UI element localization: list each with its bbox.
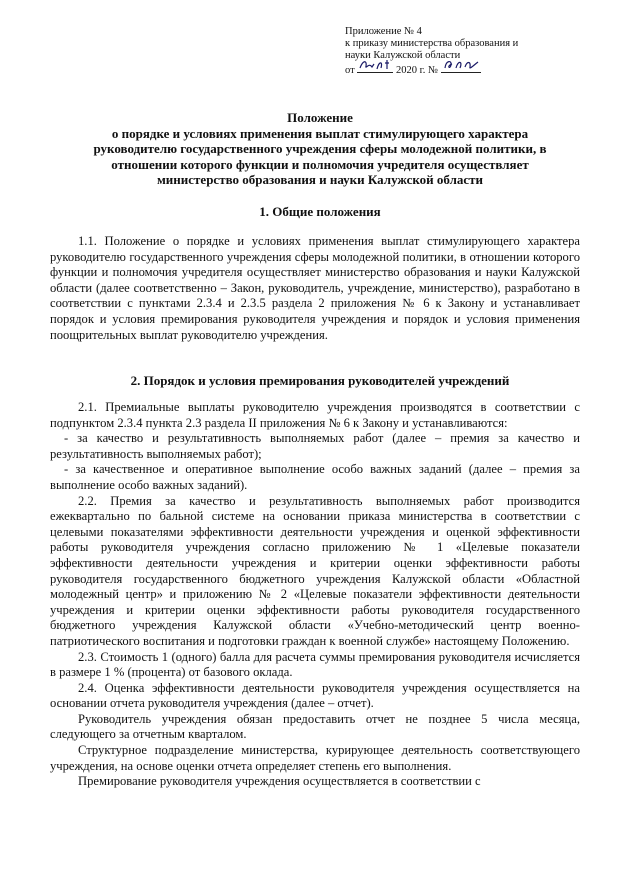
paragraph: 2.2. Премия за качество и результативность выполняемых работ производится ежеквартально по бальной системе на основании приказа министерства в соответствии с целевыми показателями эффективности деятельности учреждения и оценкой эффективности работы руководителя учреждения согласно приложению № 1 «Целевые показатели эффективности деятельности учреждения и критерии оценки эффективности работы руководителя государственного бюджетного учреждения Калужской области «Областной молодежный центр» и приложению № 2 «Целевые показатели эффективности деятельности учреждения и критерии оценки эффективности работы руководителя государственного бюджетного учреждения Калужской области «Учебно-методический центр военно-патриотического воспитания и подготовки граждан к военной службе» настоящему Положению. xyxy=(50,493,580,648)
title-line: руководителю государственного учреждения сферы молодежной политики, в xyxy=(93,141,547,156)
order-date-line xyxy=(345,62,615,77)
title-line: о порядке и условиях применения выплат стимулирующего характера xyxy=(111,125,529,141)
section-1-body xyxy=(50,234,580,343)
title-line: Положение xyxy=(287,110,353,125)
paragraph: Премирование руководителя учреждения осуществляется в соответствии с xyxy=(78,774,481,789)
paragraph: 2.1. Премиальные выплаты руководителю учреждения производятся в соответствии с подпунктом 2.3.4 пункта 2.3 раздела II приложения № 6 к Закону и устанавливаются: xyxy=(50,400,580,430)
order-reference: к приказу министерства образования и xyxy=(345,38,519,49)
handwritten-number-icon xyxy=(443,58,481,72)
title-line: министерство образования и науки Калужской области xyxy=(156,172,484,187)
paragraph: 2.3. Стоимость 1 (одного) балла для расчета суммы премирования руководителя исчисляется в размере 1 % (процента) от базового оклада. xyxy=(50,649,580,680)
list-item: - за качество и результативность выполняемых работ (далее – премия за качество и результативность выполняемых работ); xyxy=(50,431,580,461)
handwritten-date-icon xyxy=(359,58,393,72)
date-prefix: от xyxy=(345,65,355,76)
list-item: - за качественное и оперативное выполнение особо важных заданий (далее – премия за выполнение особо важных заданий). xyxy=(50,462,580,492)
paragraph: Структурное подразделение министерства, курирующее деятельность соответствующего учреждения, на основе оценки отчета определяет степень его выполнения. xyxy=(50,743,580,773)
paragraph: 2.4. Оценка эффективности деятельности руководителя учреждения осуществляется на основании отчета руководителя учреждения (далее – отчет). xyxy=(50,680,580,711)
section-2-body xyxy=(50,400,580,790)
appendix-label: Приложение № 4 xyxy=(345,26,422,37)
document-title xyxy=(40,110,600,188)
title-line: отношении которого функции и полномочия учредителя осуществляет xyxy=(111,156,529,172)
date-year-number: 2020 г. № xyxy=(395,65,438,76)
approval-block xyxy=(345,26,615,77)
section-2-heading: 2. Порядок и условия премирования руководителей учреждений xyxy=(130,373,510,388)
ministry-name: науки Калужской области xyxy=(345,50,461,61)
paragraph: Руководитель учреждения обязан предоставить отчет не позднее 5 числа месяца, следующего за отчетным кварталом. xyxy=(50,711,580,742)
section-1-heading: 1. Общие положения xyxy=(259,204,381,219)
handwritten-number xyxy=(441,62,481,73)
paragraph: 1.1. Положение о порядке и условиях применения выплат стимулирующего характера руководителю государственного учреждения сферы молодежной политики, в отношении которого функции и полномочия учредителя осуществляет министерство образования и науки Калужской области (далее соответственно – Закон, руководитель, учреждение, министерство), разработано в соответствии с пунктами 2.3.4 и 2.3.5 раздела 2 приложения № 6 к Закону и устанавливает порядок и условия премирования руководителя учреждения и порядок и условия применения поощрительных выплат руководителю учреждения. xyxy=(50,234,580,342)
handwritten-date xyxy=(357,62,393,73)
